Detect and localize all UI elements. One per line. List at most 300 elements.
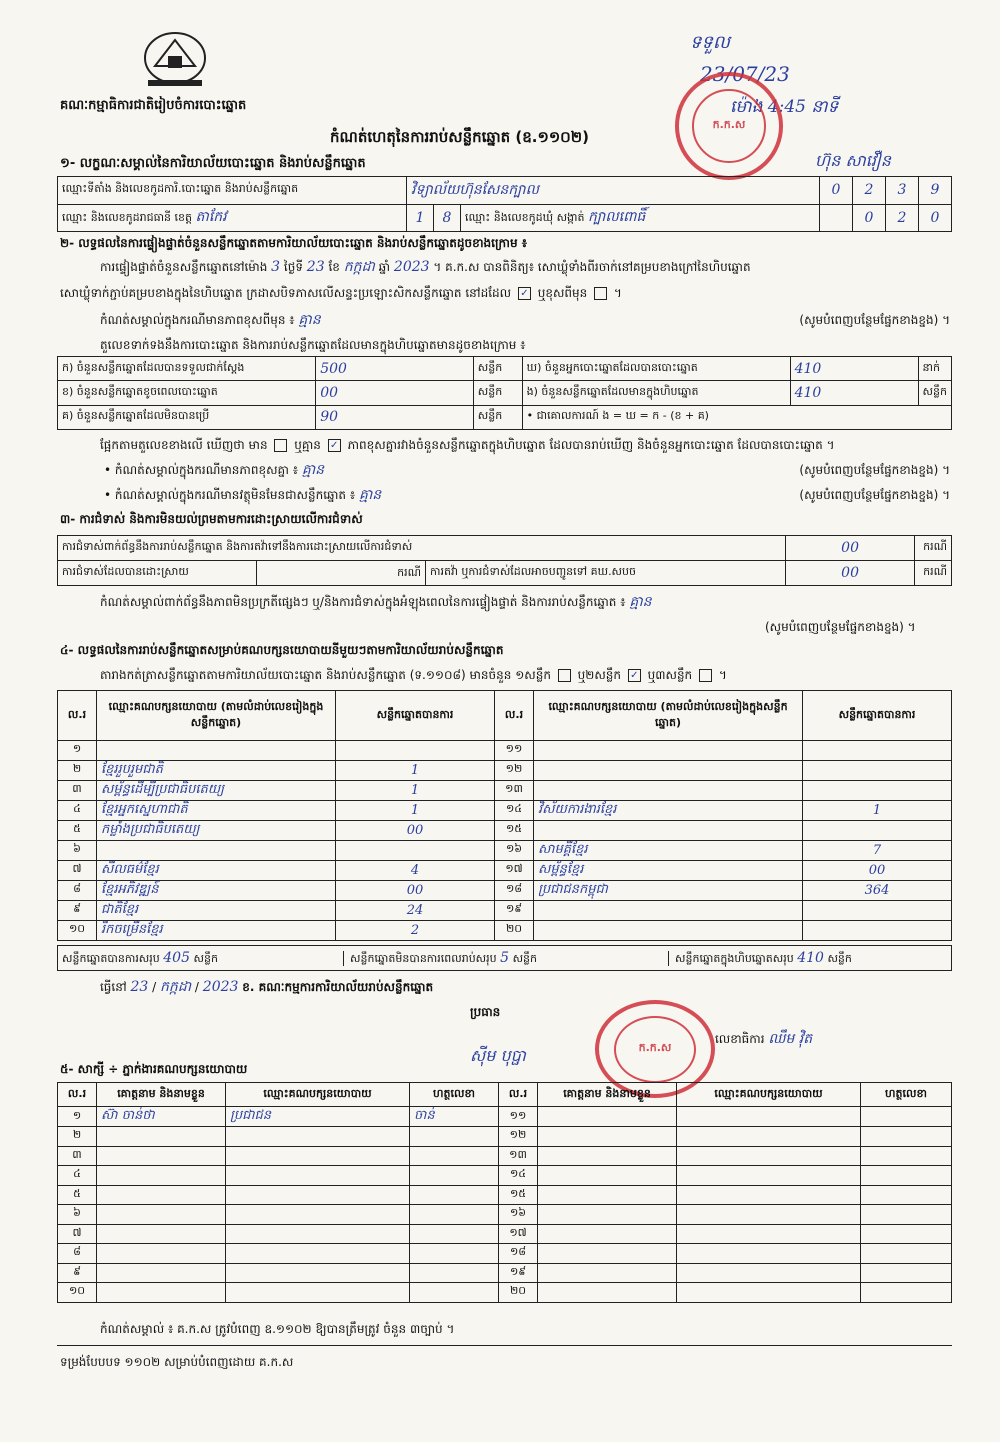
chair-label: ប្រធាន	[470, 1005, 501, 1019]
tally-sheet-text: តារាងកត់ត្រាសន្លឹកឆ្នោតតាមការិយាល័យបោះឆ្នោត និងរាប់សន្លឹកឆ្នោត (ទ.១១០៨) មានចំនួន ១សន្លឹក	[100, 668, 551, 682]
received-time: ម៉ោង 4:45 នាទី	[730, 97, 839, 117]
count-label: ង) ចំនួនសន្លឹកឆ្នោតដែលមានក្នុងហិបឆ្នោត	[522, 381, 790, 405]
witness-signature	[861, 1283, 952, 1303]
valid-total-unit: សន្លឹក	[193, 952, 218, 965]
done-day: 23	[130, 979, 149, 995]
results-no: ២០	[495, 920, 534, 940]
results-party: ខ្មែររួបរួមជាតិ	[97, 760, 336, 780]
results-no: ១៨	[495, 880, 534, 900]
objection-value: 00	[786, 536, 915, 561]
results-row	[58, 900, 952, 920]
note-3-value: គ្មាន	[358, 487, 382, 503]
done-at-line: ធ្វើនៅ 23 / កក្កដា / 2023 ខ. គណៈកម្មការការិយាល័យរាប់សន្លឹកឆ្នោត	[100, 979, 434, 995]
difference-text: ភាពខុសគ្នារវាងចំនួនសន្លឹកឆ្នោតក្នុងហិបឆ្នោត ដែលបានរាប់ឃើញ និងចំនួនអ្នកបោះឆ្នោត ដែលបានបោះឆ្នោត ។	[347, 438, 835, 452]
witness-no: ៦	[58, 1205, 97, 1225]
resolved-label: ការជំទាស់ដែលបានដោះស្រាយ	[58, 561, 257, 586]
note-fill-hint: (សូមបំពេញបន្ថែមផ្នែកខាងខ្នង) ។	[799, 463, 950, 477]
witness-row	[58, 1224, 952, 1244]
line-end: ។	[718, 668, 727, 682]
witness-party	[677, 1166, 861, 1186]
count-value: 00	[316, 381, 474, 405]
appeal-value: 00	[786, 561, 915, 586]
witness-signature	[861, 1205, 952, 1225]
objection-table	[57, 535, 952, 586]
witness-header-name: គោត្តនាម និងនាមខ្លួន	[97, 1083, 226, 1107]
witness-header-party: ឈ្មោះគណបក្សនយោបាយ	[226, 1083, 410, 1107]
chair-name: ស៊ីម បុប្ផា	[470, 1046, 526, 1065]
witness-party	[226, 1185, 410, 1205]
count-label: គ) ចំនួនសន្លឹកឆ្នោតដែលមិនបានប្រើ	[58, 405, 316, 429]
results-row	[58, 920, 952, 940]
witness-name	[97, 1166, 226, 1186]
results-no: ៧	[58, 860, 97, 880]
difference-has-label: ផ្អែកតាមតួលេខខាងលើ ឃើញថា មាន	[100, 438, 268, 452]
count-row	[58, 405, 952, 429]
witness-no: ៤	[58, 1166, 97, 1186]
province-code-digit: 1	[407, 204, 434, 232]
results-party: ខ្មែរអភិវឌ្ឍន៍	[97, 880, 336, 900]
witness-name	[97, 1146, 226, 1166]
witness-row	[58, 1107, 952, 1127]
no-difference-checkbox[interactable]: ✓	[328, 439, 341, 452]
witness-party	[226, 1263, 410, 1283]
section-4-title: ៤- លទ្ធផលនៃការរាប់សន្លឹកឆ្នោតសម្រាប់គណបក្សនយោបាយនីមួយៗតាមការិយាល័យរាប់សន្លឹកឆ្នោត	[60, 643, 504, 657]
code-digit: 9	[919, 177, 952, 205]
results-row	[58, 880, 952, 900]
results-row	[58, 780, 952, 800]
box-total-label: សន្លឹកឆ្នោតក្នុងហិបឆ្នោតសរុប	[675, 952, 794, 965]
different-label: ឬខុសពីមុន	[537, 286, 588, 300]
witness-signature	[861, 1185, 952, 1205]
results-votes	[803, 780, 952, 800]
results-no: ៣	[58, 780, 97, 800]
witness-no: ៩	[58, 1263, 97, 1283]
witness-signature	[861, 1224, 952, 1244]
invalid-total-unit: សន្លឹក	[512, 952, 538, 965]
note-2-value: គ្មាន	[301, 462, 325, 478]
results-party: ជាតិខ្មែរ	[97, 900, 336, 920]
results-party: សម្ព័ន្ធដើម្បីប្រជាធិបតេយ្យ	[97, 780, 336, 800]
results-no: ១៤	[495, 800, 534, 820]
results-no: ១៥	[495, 820, 534, 840]
invalid-total-label: សន្លឹកឆ្នោតមិនបានការពេលរាប់សរុប	[350, 952, 497, 965]
witness-signature	[861, 1146, 952, 1166]
witness-row	[58, 1263, 952, 1283]
witness-party	[226, 1127, 410, 1147]
count-row	[58, 381, 952, 405]
results-party	[97, 840, 336, 860]
receiver-name: ហ៊ុន សាវឿន	[815, 151, 891, 170]
witness-no: ៣	[58, 1146, 97, 1166]
witness-party	[226, 1166, 410, 1186]
results-votes: 4	[336, 860, 495, 880]
witness-no: ១៨	[499, 1244, 538, 1264]
witness-party: ប្រជាជន	[226, 1107, 410, 1127]
witness-name	[97, 1283, 226, 1303]
witness-name	[538, 1146, 677, 1166]
witness-party	[677, 1205, 861, 1225]
count-value: 500	[316, 357, 474, 381]
witness-signature	[861, 1263, 952, 1283]
verify-hour: 3	[271, 259, 281, 275]
witness-no: ១៦	[499, 1205, 538, 1225]
results-votes: 00	[336, 820, 495, 840]
tally-sheet-line	[100, 668, 727, 683]
witness-signature	[861, 1127, 952, 1147]
witness-party	[677, 1127, 861, 1147]
results-no: ១២	[495, 760, 534, 780]
witness-name	[97, 1263, 226, 1283]
footer-divider	[57, 1345, 952, 1346]
witness-name	[97, 1224, 226, 1244]
witness-signature: ចាន់	[410, 1107, 499, 1127]
results-no: ១	[58, 741, 97, 761]
location-value: វិទ្យាល័យហ៊ុនសែនក្បាល	[411, 181, 539, 198]
witness-name	[97, 1127, 226, 1147]
witness-header-no: ល.រ	[58, 1083, 97, 1107]
commune-value: ក្បាលពោធិ៍	[588, 209, 646, 226]
results-row	[58, 820, 952, 840]
results-votes	[803, 900, 952, 920]
results-votes: 00	[803, 860, 952, 880]
witness-party	[677, 1146, 861, 1166]
received-note: ទទួល	[690, 32, 730, 53]
results-votes: 7	[803, 840, 952, 860]
count-label: ខ) ចំនួនសន្លឹកឆ្នោតខូចពេលបោះឆ្នោត	[58, 381, 316, 405]
section-1-table	[57, 176, 952, 232]
witness-party	[226, 1224, 410, 1244]
count-value: 90	[316, 405, 474, 429]
witness-no: ១៥	[499, 1185, 538, 1205]
results-party	[534, 820, 803, 840]
appeal-label: ការតវ៉ា ឬការជំទាស់ដែលអាចបញ្ជូនទៅ គឃ.សបច	[426, 561, 786, 586]
results-no: ១៣	[495, 780, 534, 800]
results-votes	[336, 741, 495, 761]
witness-row	[58, 1127, 952, 1147]
difference-none-label: ឬគ្មាន	[294, 438, 321, 452]
section-5-title: ៥- សាក្សី ÷ ភ្នាក់ងារគណបក្សនយោបាយ	[60, 1062, 248, 1076]
results-no: ១០	[58, 920, 97, 940]
objection-unit: ករណី	[915, 536, 952, 561]
count-unit: សន្លឹក	[473, 405, 522, 429]
has-difference-checkbox[interactable]	[274, 439, 287, 452]
results-row	[58, 741, 952, 761]
witness-party	[677, 1224, 861, 1244]
verify-day: 23	[306, 259, 325, 275]
witness-signature	[410, 1185, 499, 1205]
witness-party	[226, 1205, 410, 1225]
verify-day-label: ថ្ងៃទី	[283, 260, 303, 274]
results-no: ១៦	[495, 840, 534, 860]
witness-no: ៥	[58, 1185, 97, 1205]
results-votes	[803, 741, 952, 761]
results-row	[58, 760, 952, 780]
witness-signature	[410, 1146, 499, 1166]
verify-line-2	[60, 286, 622, 301]
results-header-party: ឈ្មោះគណបក្សនយោបាយ (តាមលំដាប់លេខរៀងក្នុងសន្លឹកឆ្នោត)	[534, 691, 803, 741]
note-1-line	[100, 313, 950, 328]
witness-no: ១	[58, 1107, 97, 1127]
results-votes: 1	[803, 800, 952, 820]
witness-signature	[861, 1166, 952, 1186]
witness-party	[677, 1185, 861, 1205]
results-header-no: ល.រ	[495, 691, 534, 741]
witness-no: ៧	[58, 1224, 97, 1244]
count-value: 410	[790, 381, 918, 405]
results-party	[534, 900, 803, 920]
note-fill-hint: (សូមបំពេញបន្ថែមផ្នែកខាងខ្នង) ។	[765, 620, 916, 634]
verify-text: ។ គ.ក.ស បានពិនិត្យ៖ សោឃ្លុំទាំងពីរចាក់នៅគម្របខាងក្រៅនៃហិបឆ្នោត	[433, 260, 751, 274]
results-no: ៥	[58, 820, 97, 840]
witness-name	[538, 1205, 677, 1225]
ballot-count-table	[57, 356, 952, 430]
results-no: ៩	[58, 900, 97, 920]
results-no: ១១	[495, 741, 534, 761]
received-date: 23/07/23	[700, 62, 790, 86]
results-header-votes: សន្លឹកឆ្នោតបានការ	[803, 691, 952, 741]
results-votes	[803, 920, 952, 940]
results-header-votes: សន្លឹកឆ្នោតបានការ	[336, 691, 495, 741]
witness-signature	[410, 1244, 499, 1264]
results-votes: 1	[336, 760, 495, 780]
note-fill-hint: (សូមបំពេញបន្ថែមផ្នែកខាងខ្នង) ។	[799, 488, 950, 502]
three-sheets-label: ឬ៣សន្លឹក	[647, 668, 693, 682]
witness-signature	[410, 1127, 499, 1147]
witness-signature	[410, 1224, 499, 1244]
appeal-unit: ករណី	[915, 561, 952, 586]
results-party: កម្លាំងប្រជាធិបតេយ្យ	[97, 820, 336, 840]
done-month: កក្កដា	[160, 979, 192, 995]
results-table	[57, 690, 952, 941]
province-label: ឈ្មោះ និងលេខកូដរាជធានី ខេត្ត	[62, 211, 192, 225]
witness-name	[538, 1283, 677, 1303]
formula-note: • ជាគោលការណ៍ ង = ឃ = ក - (ខ + គ)	[522, 405, 951, 429]
witness-party	[226, 1244, 410, 1264]
three-sheets-checkbox[interactable]	[699, 669, 712, 682]
witness-row	[58, 1166, 952, 1186]
results-party	[534, 780, 803, 800]
witness-no: ១៤	[499, 1166, 538, 1186]
witness-header-no: ល.រ	[499, 1083, 538, 1107]
org-name: គណៈកម្មាធិការជាតិរៀបចំការបោះឆ្នោត	[60, 98, 247, 113]
count-value: 410	[790, 357, 918, 381]
count-unit: សន្លឹក	[473, 357, 522, 381]
witness-party	[226, 1146, 410, 1166]
results-party: សាមគ្គីខ្មែរ	[534, 840, 803, 860]
note-fill-hint: (សូមបំពេញបន្ថែមផ្នែកខាងខ្នង) ។	[799, 313, 950, 327]
secretary-name: ឈឹម វ៉ិត	[768, 1031, 813, 1047]
results-votes: 1	[336, 780, 495, 800]
witness-no: ១៧	[499, 1224, 538, 1244]
results-header-no: ល.រ	[58, 691, 97, 741]
done-at-label: ធ្វើនៅ	[100, 980, 127, 994]
verify-month: កក្កដា	[343, 259, 375, 275]
irregularity-value: គ្មាន	[629, 594, 652, 610]
valid-total-value: 405	[163, 950, 190, 966]
witness-name	[97, 1244, 226, 1264]
valid-total-label: សន្លឹកឆ្នោតបានការសរុប	[62, 952, 160, 965]
same-checkbox[interactable]: ✓	[518, 287, 531, 300]
results-no: ១៧	[495, 860, 534, 880]
count-unit: សន្លឹក	[473, 381, 522, 405]
results-votes: 2	[336, 920, 495, 940]
witness-no: ១១	[499, 1107, 538, 1127]
results-row	[58, 840, 952, 860]
results-votes: 24	[336, 900, 495, 920]
witness-name	[538, 1166, 677, 1186]
verify-line-1	[100, 260, 751, 275]
witness-no: ២០	[499, 1283, 538, 1303]
resolved-unit: ករណី	[397, 566, 421, 579]
results-party: វិស័យការងារខ្មែរ	[534, 800, 803, 820]
witness-party	[677, 1263, 861, 1283]
verify-month-label: ខែ	[328, 260, 340, 274]
witness-no: ១២	[499, 1127, 538, 1147]
note-3-line	[104, 488, 950, 503]
witness-name	[538, 1263, 677, 1283]
results-no: ៨	[58, 880, 97, 900]
section-2-title: ២- លទ្ធផលនៃការផ្ទៀងផ្ទាត់ចំនួនសន្លឹកឆ្នោតតាមការិយាល័យបោះឆ្នោត និងរាប់សន្លឹកឆ្នោតដូចខាងក្រោម ៖	[60, 236, 528, 250]
section-1-title: ១- លក្ខណៈសម្គាល់នៃការិយាល័យបោះឆ្នោត និងរាប់សន្លឹកឆ្នោត	[60, 156, 366, 171]
results-party	[534, 920, 803, 940]
commune-code-digit: 0	[919, 204, 952, 232]
witness-name	[538, 1244, 677, 1264]
invalid-total-value: 5	[500, 950, 510, 966]
witness-signature	[410, 1263, 499, 1283]
results-votes	[336, 840, 495, 860]
note-1-value: គ្មាន	[298, 312, 321, 328]
results-votes: 00	[336, 880, 495, 900]
witness-header-signature: ហត្ថលេខា	[410, 1083, 499, 1107]
official-stamp-bottom: ក.ក.ស	[595, 1000, 715, 1098]
two-sheets-checkbox[interactable]: ✓	[628, 669, 641, 682]
one-sheet-checkbox[interactable]	[558, 669, 571, 682]
done-year: 2023	[202, 979, 239, 995]
witness-party	[677, 1283, 861, 1303]
two-sheets-label: ឬ២សន្លឹក	[577, 668, 621, 682]
results-party	[534, 741, 803, 761]
results-party	[97, 741, 336, 761]
results-votes: 364	[803, 880, 952, 900]
witness-header-name: គោត្តនាម និងនាមខ្លួន	[538, 1083, 677, 1107]
note-2-label: • កំណត់សម្គាល់ក្នុងករណីមានភាពខុសគ្នា ៖	[104, 463, 299, 477]
section-3-note	[100, 595, 652, 610]
witness-no: ៨	[58, 1244, 97, 1264]
totals-row	[57, 945, 952, 971]
verify-year-label: ឆ្នាំ	[378, 260, 391, 274]
results-party: សម្ព័ន្ធខ្មែរ	[534, 860, 803, 880]
commune-code-digit: 2	[886, 204, 919, 232]
witness-row	[58, 1244, 952, 1264]
results-votes: 1	[336, 800, 495, 820]
verify-year: 2023	[393, 259, 430, 275]
count-label: ក) ចំនួនសន្លឹកឆ្នោតដែលបានទទួលជាក់ស្តែង	[58, 357, 316, 381]
results-votes	[803, 760, 952, 780]
code-digit: 2	[853, 177, 886, 205]
witness-name	[538, 1127, 677, 1147]
note-1-label: កំណត់សម្គាល់ក្នុងករណីមានភាពខុសពីមុន ៖	[100, 313, 295, 327]
code-digit: 3	[886, 177, 919, 205]
witness-table	[57, 1082, 952, 1303]
secretary-label: លេខាធិការ	[715, 1032, 765, 1046]
witness-party	[226, 1283, 410, 1303]
witness-no: ១៣	[499, 1146, 538, 1166]
witness-header-party: ឈ្មោះគណបក្សនយោបាយ	[677, 1083, 861, 1107]
witness-header-signature: ហត្ថលេខា	[861, 1083, 952, 1107]
witness-signature	[861, 1107, 952, 1127]
irregularity-label: កំណត់សម្គាល់ពាក់ព័ន្ធនឹងភាពមិនប្រក្រតីផ្សេងៗ ឬ/និងការជំទាស់ក្នុងអំឡុងពេលនៃការផ្ទៀងផ្ទាត់ និងការរាប់សន្លឹកឆ្នោត ៖	[100, 595, 626, 609]
witness-name	[538, 1107, 677, 1127]
count-unit: សន្លឹក	[918, 381, 951, 405]
witness-name: ស៊ា ចាន់ថា	[97, 1107, 226, 1127]
box-total-unit: សន្លឹក	[827, 952, 852, 965]
note-2-line	[104, 463, 950, 478]
witness-no: ២	[58, 1127, 97, 1147]
secretary-line	[715, 1032, 812, 1047]
note-3-label: • កំណត់សម្គាល់ក្នុងករណីមានវត្ថុមិនមែនជាសន្លឹកឆ្នោត ៖	[104, 488, 356, 502]
results-party: សីលធម៌ខ្មែរ	[97, 860, 336, 880]
results-no: ១៩	[495, 900, 534, 920]
different-checkbox[interactable]	[594, 287, 607, 300]
count-label: ឃ) ចំនួនអ្នកបោះឆ្នោតដែលបានបោះឆ្នោត	[522, 357, 790, 381]
committee-label: ខ. គណៈកម្មការការិយាល័យរាប់សន្លឹកឆ្នោត	[242, 980, 434, 994]
results-no: ៦	[58, 840, 97, 860]
results-party: ខ្មែរអ្នកស្នេហាជាតិ	[97, 800, 336, 820]
seal-text: សោឃ្លុំទាក់ភ្ជាប់គម្របខាងក្នុងនៃហិបឆ្នោត ក្រដាសបិទភាសលើសន្ទះប្រឡោះសិកសន្លឹកឆ្នោត នៅដដែល	[60, 286, 512, 300]
witness-name	[538, 1224, 677, 1244]
province-value: តាកែវ	[195, 209, 227, 226]
witness-signature	[861, 1244, 952, 1264]
count-unit: នាក់	[918, 357, 951, 381]
form-title: កំណត់ហេតុនៃការរាប់សន្លឹកឆ្នោត (ឧ.១១០២)	[330, 128, 590, 146]
nec-emblem-icon	[140, 28, 210, 90]
witness-party	[677, 1244, 861, 1264]
witness-signature	[410, 1205, 499, 1225]
witness-row	[58, 1283, 952, 1303]
witness-party	[677, 1107, 861, 1127]
witness-name	[97, 1205, 226, 1225]
province-code-digit: 8	[434, 204, 461, 232]
results-votes	[803, 820, 952, 840]
witness-row	[58, 1146, 952, 1166]
results-party: ប្រជាជនកម្ពុជា	[534, 880, 803, 900]
count-row	[58, 357, 952, 381]
witness-no: ១០	[58, 1283, 97, 1303]
results-row	[58, 860, 952, 880]
results-header-party: ឈ្មោះគណបក្សនយោបាយ (តាមលំដាប់លេខរៀងក្នុងសន្លឹកឆ្នោត)	[97, 691, 336, 741]
witness-name	[538, 1185, 677, 1205]
code-digit: 0	[820, 177, 853, 205]
figures-intro: តួលេខទាក់ទងនឹងការបោះឆ្នោត និងការរាប់សន្លឹកឆ្នោតដែលមានក្នុងហិបឆ្នោតមានដូចខាងក្រោម ៖	[100, 338, 526, 352]
location-label: ឈ្មោះទីតាំង និងលេខកូដការិ.បោះឆ្នោត និងរាប់សន្លឹកឆ្នោត	[58, 177, 407, 205]
results-party: រីកចម្រើនខ្មែរ	[97, 920, 336, 940]
witness-row	[58, 1185, 952, 1205]
line-end: ។	[613, 286, 622, 300]
results-row	[58, 800, 952, 820]
official-stamp-top: ក.ក.ស	[675, 72, 783, 180]
witness-signature	[410, 1166, 499, 1186]
results-no: ៤	[58, 800, 97, 820]
witness-row	[58, 1205, 952, 1225]
objection-label: ការជំទាស់ពាក់ព័ន្ធនឹងការរាប់សន្លឹកឆ្នោត និងការតវ៉ាទៅនឹងការដោះស្រាយលើការជំទាស់	[58, 536, 786, 561]
commune-code-digit: 0	[853, 204, 886, 232]
verify-hour-label: ការផ្ទៀងផ្ទាត់ចំនួនសន្លឹកឆ្នោតនៅម៉ោង	[100, 260, 268, 274]
results-no: ២	[58, 760, 97, 780]
commune-label: ឈ្មោះ និងលេខកូដឃុំ សង្កាត់	[465, 211, 585, 225]
witness-no: ១៩	[499, 1263, 538, 1283]
box-total-value: 410	[797, 950, 824, 966]
difference-line	[100, 438, 835, 453]
